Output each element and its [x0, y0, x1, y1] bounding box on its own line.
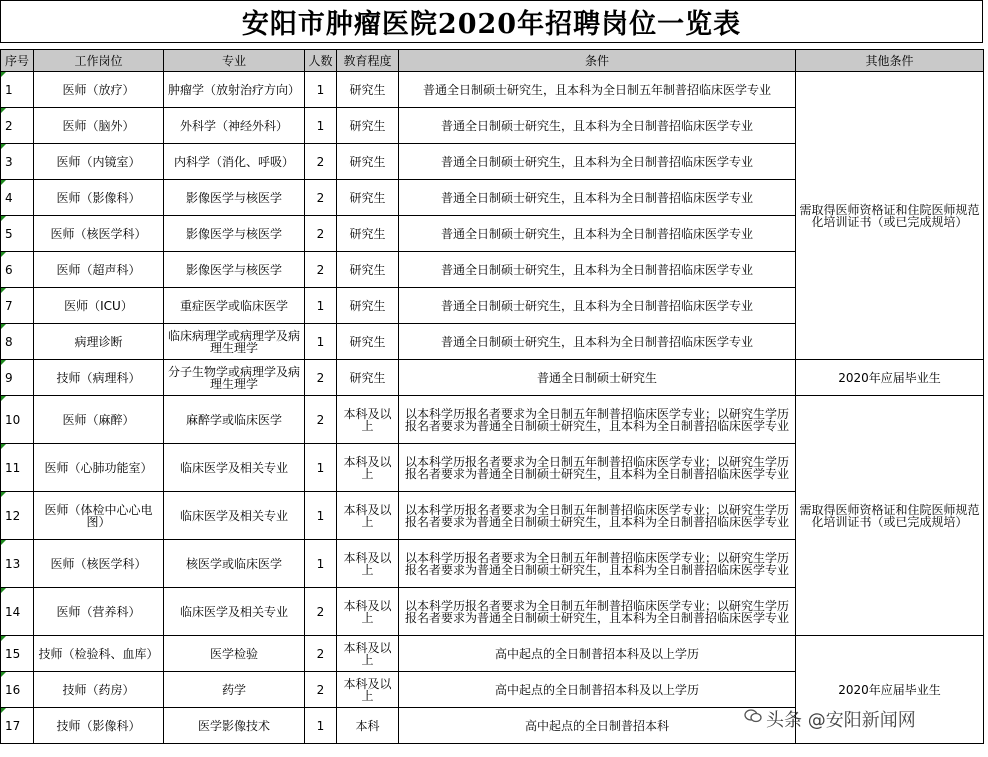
cell-no: 6	[1, 252, 34, 288]
cell-condition: 普通全日制硕士研究生，且本科为全日制普招临床医学专业	[399, 324, 796, 360]
cell-major: 医学影像技术	[164, 708, 305, 744]
table-row	[1, 360, 984, 396]
cell-post: 医师（核医学科）	[34, 216, 164, 252]
cell-major: 临床医学及相关专业	[164, 444, 305, 492]
cell-major: 临床医学及相关专业	[164, 588, 305, 636]
cell-count: 1	[305, 708, 337, 744]
cell-major: 临床病理学或病理学及病理生理学	[164, 324, 305, 360]
cell-post: 医师（麻醉）	[34, 396, 164, 444]
cell-major: 药学	[164, 672, 305, 708]
cell-no: 11	[1, 444, 34, 492]
recruitment-table	[0, 49, 984, 744]
cell-condition: 高中起点的全日制普招本科及以上学历	[399, 636, 796, 672]
table-row	[1, 396, 984, 444]
cell-condition: 普通全日制硕士研究生，且本科为全日制五年制普招临床医学专业	[399, 72, 796, 108]
cell-education: 本科及以上	[337, 396, 399, 444]
cell-education: 本科及以上	[337, 492, 399, 540]
cell-other-conditions: 需取得医师资格证和住院医师规范化培训证书（或已完成规培）	[796, 72, 984, 360]
cell-education: 研究生	[337, 144, 399, 180]
cell-post: 医师（脑外）	[34, 108, 164, 144]
table-header-row	[1, 50, 984, 72]
cell-count: 2	[305, 144, 337, 180]
wechat-icon	[744, 709, 762, 723]
cell-post: 技师（影像科）	[34, 708, 164, 744]
cell-condition: 普通全日制硕士研究生，且本科为全日制普招临床医学专业	[399, 288, 796, 324]
header-other: 其他条件	[796, 50, 984, 72]
cell-count: 2	[305, 396, 337, 444]
cell-condition: 以本科学历报名者要求为全日制五年制普招临床医学专业；以研究生学历报名者要求为普通全日制硕士研究生，且本科为全日制普招临床医学专业	[399, 396, 796, 444]
table-row	[1, 636, 984, 672]
cell-post: 技师（药房）	[34, 672, 164, 708]
cell-post: 医师（影像科）	[34, 180, 164, 216]
cell-condition: 以本科学历报名者要求为全日制五年制普招临床医学专业；以研究生学历报名者要求为普通全日制硕士研究生，且本科为全日制普招临床医学专业	[399, 444, 796, 492]
cell-major: 分子生物学或病理学及病理生理学	[164, 360, 305, 396]
cell-education: 本科及以上	[337, 540, 399, 588]
cell-post: 医师（内镜室）	[34, 144, 164, 180]
header-post: 工作岗位	[34, 50, 164, 72]
cell-no: 10	[1, 396, 34, 444]
cell-education: 本科及以上	[337, 636, 399, 672]
cell-post: 技师（病理科）	[34, 360, 164, 396]
cell-other-conditions: 2020年应届毕业生	[796, 360, 984, 396]
cell-no: 8	[1, 324, 34, 360]
cell-count: 2	[305, 252, 337, 288]
cell-count: 2	[305, 588, 337, 636]
cell-post: 医师（核医学科）	[34, 540, 164, 588]
cell-no: 17	[1, 708, 34, 744]
cell-no: 15	[1, 636, 34, 672]
cell-condition: 普通全日制硕士研究生，且本科为全日制普招临床医学专业	[399, 144, 796, 180]
cell-major: 医学检验	[164, 636, 305, 672]
cell-major: 临床医学及相关专业	[164, 492, 305, 540]
cell-condition: 普通全日制硕士研究生	[399, 360, 796, 396]
cell-other-conditions: 需取得医师资格证和住院医师规范化培训证书（或已完成规培）	[796, 396, 984, 636]
cell-other-conditions: 2020年应届毕业生	[796, 636, 984, 744]
cell-condition: 普通全日制硕士研究生，且本科为全日制普招临床医学专业	[399, 180, 796, 216]
page-title: 安阳市肿瘤医院2020年招聘岗位一览表	[0, 0, 983, 43]
header-count: 人数	[305, 50, 337, 72]
cell-major: 核医学或临床医学	[164, 540, 305, 588]
table-row	[1, 72, 984, 108]
cell-no: 7	[1, 288, 34, 324]
cell-education: 研究生	[337, 216, 399, 252]
cell-education: 研究生	[337, 252, 399, 288]
cell-post: 医师（营养科）	[34, 588, 164, 636]
cell-major: 影像医学与核医学	[164, 180, 305, 216]
cell-condition: 以本科学历报名者要求为全日制五年制普招临床医学专业；以研究生学历报名者要求为普通全日制硕士研究生，且本科为全日制普招临床医学专业	[399, 540, 796, 588]
cell-major: 肿瘤学（放射治疗方向）	[164, 72, 305, 108]
header-education: 教育程度	[337, 50, 399, 72]
header-no: 序号	[1, 50, 34, 72]
cell-no: 5	[1, 216, 34, 252]
cell-count: 1	[305, 444, 337, 492]
cell-no: 4	[1, 180, 34, 216]
cell-major: 影像医学与核医学	[164, 216, 305, 252]
cell-education: 研究生	[337, 72, 399, 108]
header-major: 专业	[164, 50, 305, 72]
cell-post: 病理诊断	[34, 324, 164, 360]
cell-post: 医师（放疗）	[34, 72, 164, 108]
cell-count: 2	[305, 180, 337, 216]
cell-count: 1	[305, 108, 337, 144]
cell-no: 3	[1, 144, 34, 180]
cell-major: 影像医学与核医学	[164, 252, 305, 288]
cell-education: 研究生	[337, 324, 399, 360]
cell-count: 2	[305, 672, 337, 708]
cell-no: 9	[1, 360, 34, 396]
cell-condition: 以本科学历报名者要求为全日制五年制普招临床医学专业；以研究生学历报名者要求为普通全日制硕士研究生，且本科为全日制普招临床医学专业	[399, 492, 796, 540]
cell-major: 麻醉学或临床医学	[164, 396, 305, 444]
cell-condition: 以本科学历报名者要求为全日制五年制普招临床医学专业；以研究生学历报名者要求为普通全日制硕士研究生，且本科为全日制普招临床医学专业	[399, 588, 796, 636]
cell-count: 1	[305, 72, 337, 108]
cell-count: 2	[305, 360, 337, 396]
cell-major: 重症医学或临床医学	[164, 288, 305, 324]
cell-major: 内科学（消化、呼吸）	[164, 144, 305, 180]
cell-no: 12	[1, 492, 34, 540]
cell-count: 1	[305, 288, 337, 324]
cell-post: 医师（体检中心心电图）	[34, 492, 164, 540]
cell-no: 14	[1, 588, 34, 636]
cell-education: 研究生	[337, 288, 399, 324]
cell-post: 医师（ICU）	[34, 288, 164, 324]
cell-education: 研究生	[337, 360, 399, 396]
cell-major: 外科学（神经外科）	[164, 108, 305, 144]
cell-no: 1	[1, 72, 34, 108]
header-condition: 条件	[399, 50, 796, 72]
cell-condition: 普通全日制硕士研究生，且本科为全日制普招临床医学专业	[399, 252, 796, 288]
cell-condition: 高中起点的全日制普招本科	[399, 708, 796, 744]
cell-education: 研究生	[337, 108, 399, 144]
cell-count: 2	[305, 636, 337, 672]
cell-education: 本科及以上	[337, 588, 399, 636]
cell-count: 1	[305, 324, 337, 360]
cell-post: 医师（超声科）	[34, 252, 164, 288]
cell-count: 2	[305, 216, 337, 252]
cell-education: 研究生	[337, 180, 399, 216]
cell-no: 13	[1, 540, 34, 588]
cell-condition: 普通全日制硕士研究生，且本科为全日制普招临床医学专业	[399, 108, 796, 144]
cell-count: 1	[305, 540, 337, 588]
cell-education: 本科及以上	[337, 444, 399, 492]
cell-post: 医师（心肺功能室）	[34, 444, 164, 492]
cell-no: 2	[1, 108, 34, 144]
cell-condition: 普通全日制硕士研究生，且本科为全日制普招临床医学专业	[399, 216, 796, 252]
cell-post: 技师（检验科、血库）	[34, 636, 164, 672]
watermark-text: 头条 @安阳新闻网	[766, 710, 916, 731]
cell-education: 本科	[337, 708, 399, 744]
cell-count: 1	[305, 492, 337, 540]
cell-condition: 高中起点的全日制普招本科及以上学历	[399, 672, 796, 708]
cell-no: 16	[1, 672, 34, 708]
cell-education: 本科及以上	[337, 672, 399, 708]
